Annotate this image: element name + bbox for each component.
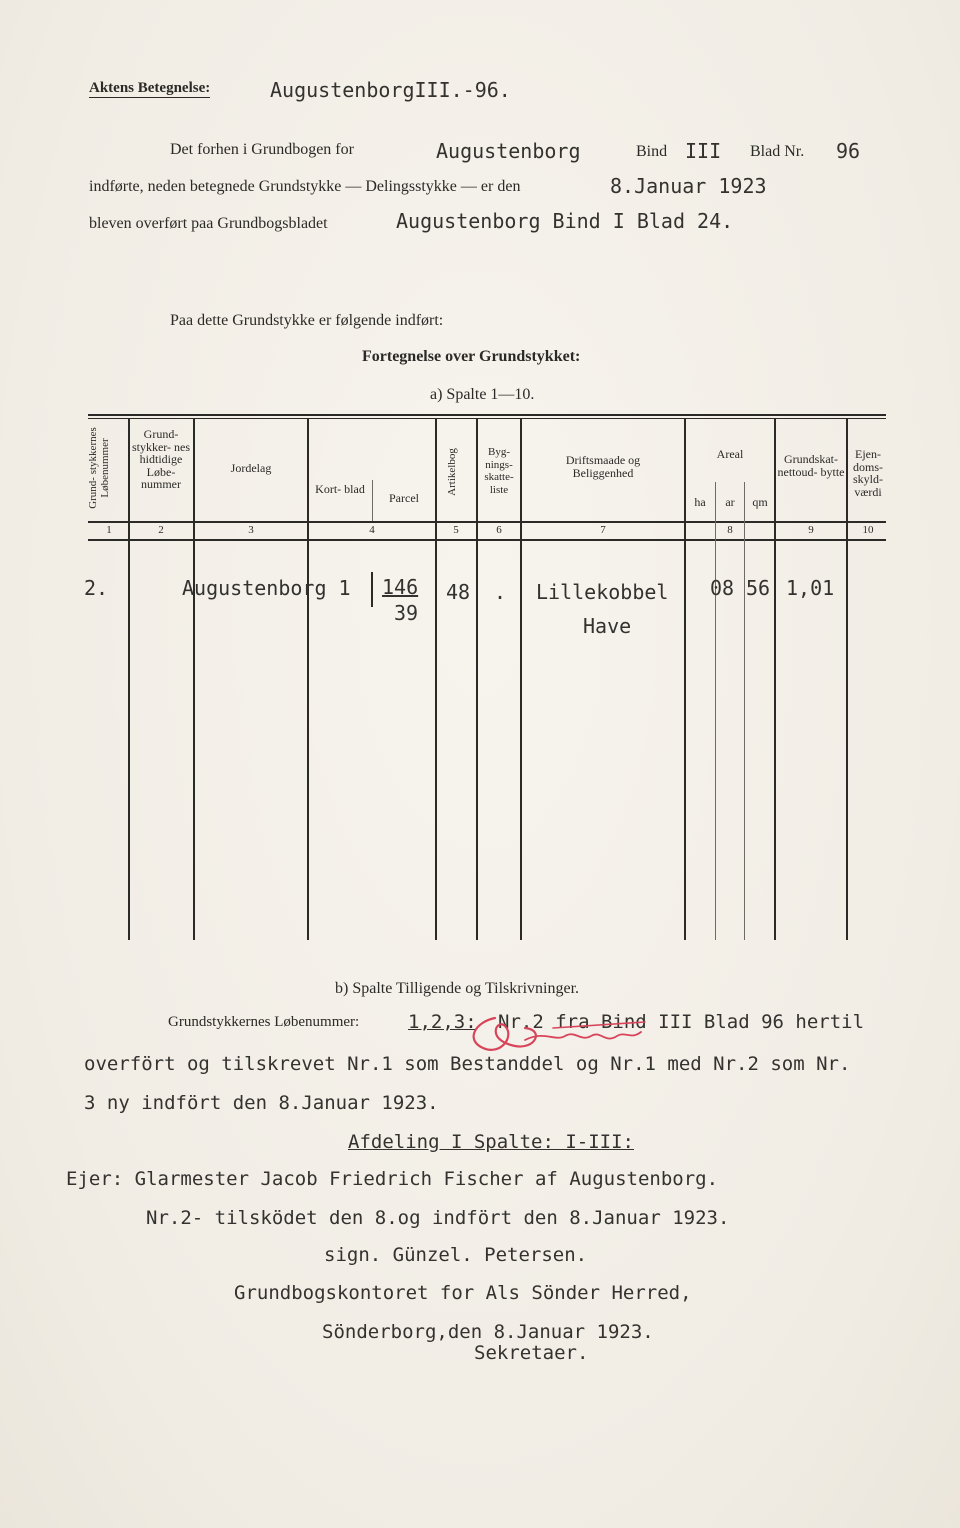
row-loebenummer: 2. [84,576,109,600]
col-number-5: 5 [453,524,459,536]
col-divider-8 [774,419,776,940]
intro-line2-prefix: indførte, neden betegnede Grundstykke — Delingsstykke — er den [89,178,521,195]
fortegnelse-title: Fortegnelse over Grundstykket: [362,348,581,365]
col-divider-5 [476,419,478,940]
header-ejendomsskyld: Ejen- doms- skyld- værdi [853,447,883,499]
handwritten-signature [455,1000,655,1070]
blad-value: 96 [836,139,861,163]
number-row-rule [88,539,886,541]
tilskrivning-line1: Nr.2 fra Bind III Blad 96 hertil [498,1011,865,1033]
col-divider-4 [435,419,437,940]
header-jordelag: Jordelag [230,461,272,475]
row-jordelag: Augustenborg 1 [182,576,351,600]
bind-label: Bind [636,143,668,160]
row-ar: 08 [710,576,735,600]
row-drift-line1: Lillekobbel [536,580,669,604]
table-top-rule-2 [88,418,886,419]
col-number-4: 4 [369,524,375,536]
row-parcel-bottom: 39 [394,601,419,625]
header-bottom-rule [88,521,886,523]
header-hidtidige: Grund- stykker- nes hidtidige Løbe- nummer [131,427,191,491]
sekretaer-line: Sekretaer. [474,1342,589,1364]
col-divider-3 [307,419,309,940]
header-loebenummer: Grund- stykkernes Løbenummer [87,427,111,509]
col-number-8: 8 [727,524,733,536]
col-divider-2 [193,419,195,940]
col-number-2: 2 [158,524,164,536]
intro-grundbogsblad: Augustenborg Bind I Blad 24. [396,209,734,233]
tilskrivning-line3: 3 ny indfört den 8.Januar 1923. [84,1092,439,1114]
row-drift-line2: Have [583,614,632,638]
header-artikelbog: Artikelbog [446,448,458,496]
ejer-line: Ejer: Glarmester Jacob Friedrich Fischer af Augustenborg. [66,1168,719,1190]
sted-dato-line: Sönderborg,den 8.Januar 1923. [322,1321,654,1343]
header-ha: ha [694,495,706,509]
col-divider-1 [128,419,130,940]
aktens-label: Aktens Betegnelse: [89,80,211,96]
kontor-line: Grundbogskontoret for Als Sönder Herred, [234,1282,692,1304]
loebenummer-value: 1,2,3: [408,1011,477,1033]
col-divider-ar-qm [744,482,745,940]
loebenummer-label: Grundstykkernes Løbenummer: [168,1014,360,1030]
col-divider-ha-ar [715,482,716,940]
header-grundskat: Grundskat- nettoud- bytte [777,452,845,479]
blad-label: Blad Nr. [750,143,805,160]
spalte-a-title: a) Spalte 1—10. [430,386,535,403]
tilskrivning-line2: overfört og tilskrevet Nr.1 som Bestanddel og Nr.1 med Nr.2 som Nr. [84,1053,851,1075]
col-divider-4a-header [372,480,373,521]
intro-line3-prefix: bleven overført paa Grundbogsbladet [89,215,328,232]
header-qm: qm [752,495,768,509]
col-divider-7 [684,419,686,940]
aktens-value: AugustenborgIII.-96. [270,78,511,102]
row-grundskat: 1,01 [786,576,835,600]
row-artikelbog: 48 [446,580,471,604]
col-number-3: 3 [248,524,254,536]
col-divider-6 [520,419,522,940]
tilskoedet-line: Nr.2- tilsködet den 8.og indfört den 8.Januar 1923. [146,1207,730,1229]
col-number-6: 6 [496,524,502,536]
intro-date: 8.Januar 1923 [610,174,767,198]
row-bygning: . [494,580,507,604]
header-driftsmaade: Driftsmaade og Beliggenhed [565,453,641,480]
row-parcel-top: 146 [382,575,419,599]
paa-dette-text: Paa dette Grundstykke er følgende indført: [170,312,444,329]
header-parcel: Parcel [389,491,419,505]
intro-line1-prefix: Det forhen i Grundbogen for [170,141,354,158]
table-top-rule [88,414,886,416]
col-number-1: 1 [106,524,112,536]
col-number-7: 7 [600,524,606,536]
intro-place: Augustenborg [436,139,581,163]
header-kortblad: Kort- blad [315,482,365,496]
header-areal: Areal [716,447,744,461]
afdeling-heading: Afdeling I Spalte: I-III: [348,1131,634,1153]
row-qm: 56 [746,576,771,600]
col-number-9: 9 [808,524,814,536]
header-bygning: Byg- nings- skatte- liste [484,446,514,496]
sign-line: sign. Günzel. Petersen. [324,1244,588,1266]
header-ar: ar [725,495,735,509]
spalte-b-title: b) Spalte Tilligende og Tilskrivninger. [335,980,580,997]
bind-value: III [685,139,722,163]
col-divider-4a-row [371,572,373,607]
col-number-10: 10 [862,524,874,536]
